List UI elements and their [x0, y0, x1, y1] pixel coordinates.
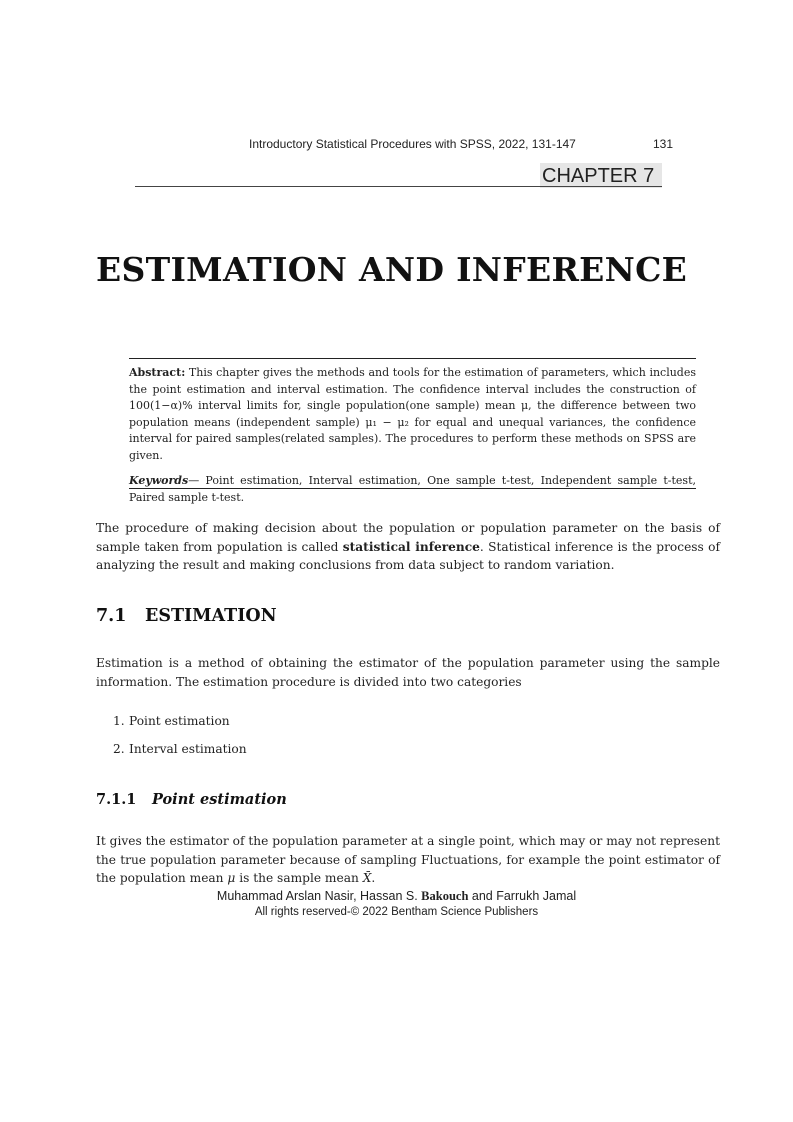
intro-text: The procedure of making decision about the population or population parameter on the basis of sample taken from population is called: [96, 521, 720, 554]
intro-bold-term: statistical inference: [342, 539, 480, 554]
intro-text-end: . Statistical inference is the process of analyzing the result and making conclusions from data subject to random variation.: [96, 539, 720, 572]
footer-authors: [0, 889, 793, 904]
list-number: 2.: [113, 742, 125, 756]
keywords-dash: —: [188, 474, 200, 487]
point-text-end: .: [371, 871, 376, 885]
section-heading: [96, 606, 277, 626]
footer-authors-text: Muhammad Arslan Nasir, Hassan S.: [216, 889, 422, 903]
keywords-text: Point estimation, Interval estimation, One sample t-test, Independent sample t-test, Paired sample t-test.: [129, 474, 696, 504]
abstract-text: This chapter gives the methods and tools for the estimation of parameters, which includes the point estimation and interval estimation. The confidence interval includes the construction of 100(1−α)% interval limits for, single population(one sample) mean μ, the difference between two population means (independent sample) μ₁ − μ₂ for equal and unequal variances, the confidence interval for paired samples(related samples). The procedures to perform these methods on SPSS are given.: [129, 366, 697, 462]
estimation-paragraph: Estimation is a method of obtaining the estimator of the population parameter using the sample information. The estimation procedure is divided into two categories: [96, 656, 720, 689]
subsection-number: 7.1.1: [96, 791, 137, 808]
point-text-mid: is the sample mean: [235, 871, 363, 885]
list-item: [113, 742, 247, 756]
list-label: Point estimation: [129, 714, 230, 728]
subsection-heading: [96, 791, 287, 808]
abstract-label: Abstract:: [129, 366, 186, 379]
list-label: Interval estimation: [129, 742, 247, 756]
subsection-title: Point estimation: [152, 791, 287, 808]
xbar-symbol: X̄: [362, 871, 372, 885]
intro-paragraph: [96, 519, 720, 575]
section-number: 7.1: [96, 606, 127, 626]
keywords-label: Keywords: [129, 474, 189, 487]
abstract-paragraph: [129, 365, 696, 464]
footer-authors-bold: Bakouch: [421, 889, 469, 903]
list-item: [113, 714, 230, 728]
chapter-label: CHAPTER 7: [540, 163, 662, 188]
running-header: Introductory Statistical Procedures with SPSS, 2022, 131-147: [249, 137, 576, 151]
footer-authors-text-end: and Farrukh Jamal: [468, 889, 577, 903]
chapter-title: ESTIMATION AND INFERENCE: [96, 250, 688, 289]
section-title: ESTIMATION: [145, 606, 277, 626]
point-estimation-paragraph: [96, 832, 720, 888]
header-rule: [135, 186, 662, 187]
keywords-paragraph: [129, 473, 696, 506]
abstract-box: [129, 358, 697, 504]
list-number: 1.: [113, 714, 125, 728]
page-number: 131: [653, 137, 674, 151]
footer-rights: All rights reserved-© 2022 Bentham Science Publishers: [254, 906, 539, 918]
mu-symbol: μ: [227, 871, 236, 885]
point-text: It gives the estimator of the population parameter at a single point, which may or may not represent the true population parameter because of sampling Fluctuations, for example the point estimator of the population mean: [96, 834, 720, 885]
